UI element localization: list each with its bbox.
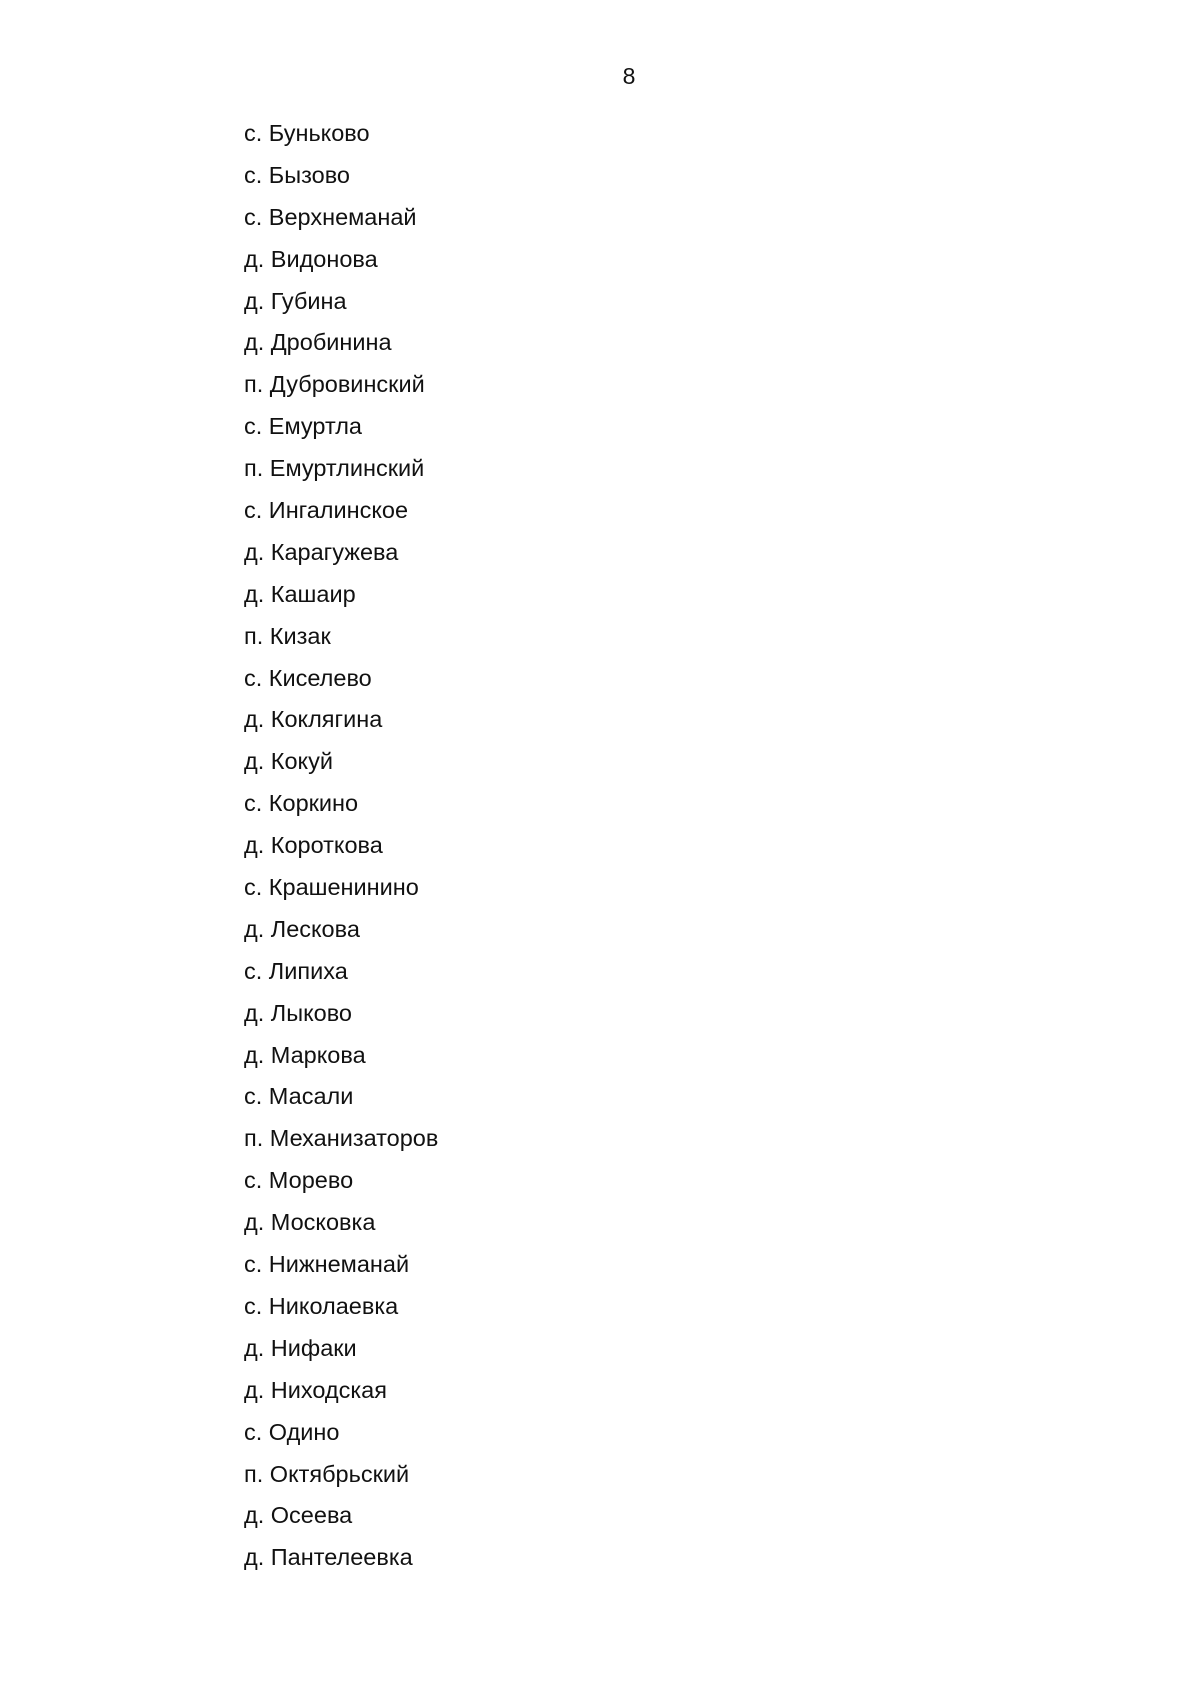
list-item: с. Емуртла <box>244 413 362 440</box>
list-item: д. Нифаки <box>244 1334 357 1361</box>
list-item: д. Карагужева <box>244 538 399 565</box>
list-item: д. Губина <box>244 287 347 314</box>
list-item: п. Октябрьский <box>244 1460 410 1487</box>
settlement-list <box>244 118 438 1584</box>
list-item: п. Кизак <box>244 622 331 649</box>
page-number: 8 <box>622 63 636 89</box>
list-item: с. Одино <box>244 1418 340 1445</box>
list-item: д. Лыково <box>244 999 352 1026</box>
list-item: с. Киселево <box>244 664 372 691</box>
list-item: с. Липиха <box>244 957 348 984</box>
list-item: д. Коклягина <box>244 706 383 733</box>
list-item: с. Бызово <box>244 161 350 188</box>
list-item: с. Крашенинино <box>244 874 419 901</box>
list-item: д. Лескова <box>244 915 360 942</box>
list-item: д. Пантелеевка <box>244 1544 413 1571</box>
list-item: п. Дубровинский <box>244 371 425 398</box>
list-item: д. Московка <box>244 1209 376 1236</box>
list-item: д. Видонова <box>244 245 378 272</box>
list-item: с. Нижнеманай <box>244 1251 410 1278</box>
list-item: с. Масали <box>244 1083 354 1110</box>
list-item: с. Николаевка <box>244 1292 399 1319</box>
list-item: д. Кашаир <box>244 580 356 607</box>
list-item: с. Буньково <box>244 120 370 146</box>
list-item: д. Осеева <box>244 1502 353 1529</box>
list-item: с. Морево <box>244 1167 354 1194</box>
list-item: с. Верхнеманай <box>244 203 417 230</box>
list-item: д. Ниходская <box>244 1376 387 1403</box>
list-item: д. Маркова <box>244 1041 366 1068</box>
list-item: с. Коркино <box>244 790 359 817</box>
list-item: п. Механизаторов <box>244 1125 439 1152</box>
list-item: с. Ингалинское <box>244 497 409 524</box>
list-item: д. Кокуй <box>244 748 333 775</box>
list-item: д. Дробинина <box>244 329 392 356</box>
list-item: д. Короткова <box>244 832 383 859</box>
list-item: п. Емуртлинский <box>244 455 425 482</box>
